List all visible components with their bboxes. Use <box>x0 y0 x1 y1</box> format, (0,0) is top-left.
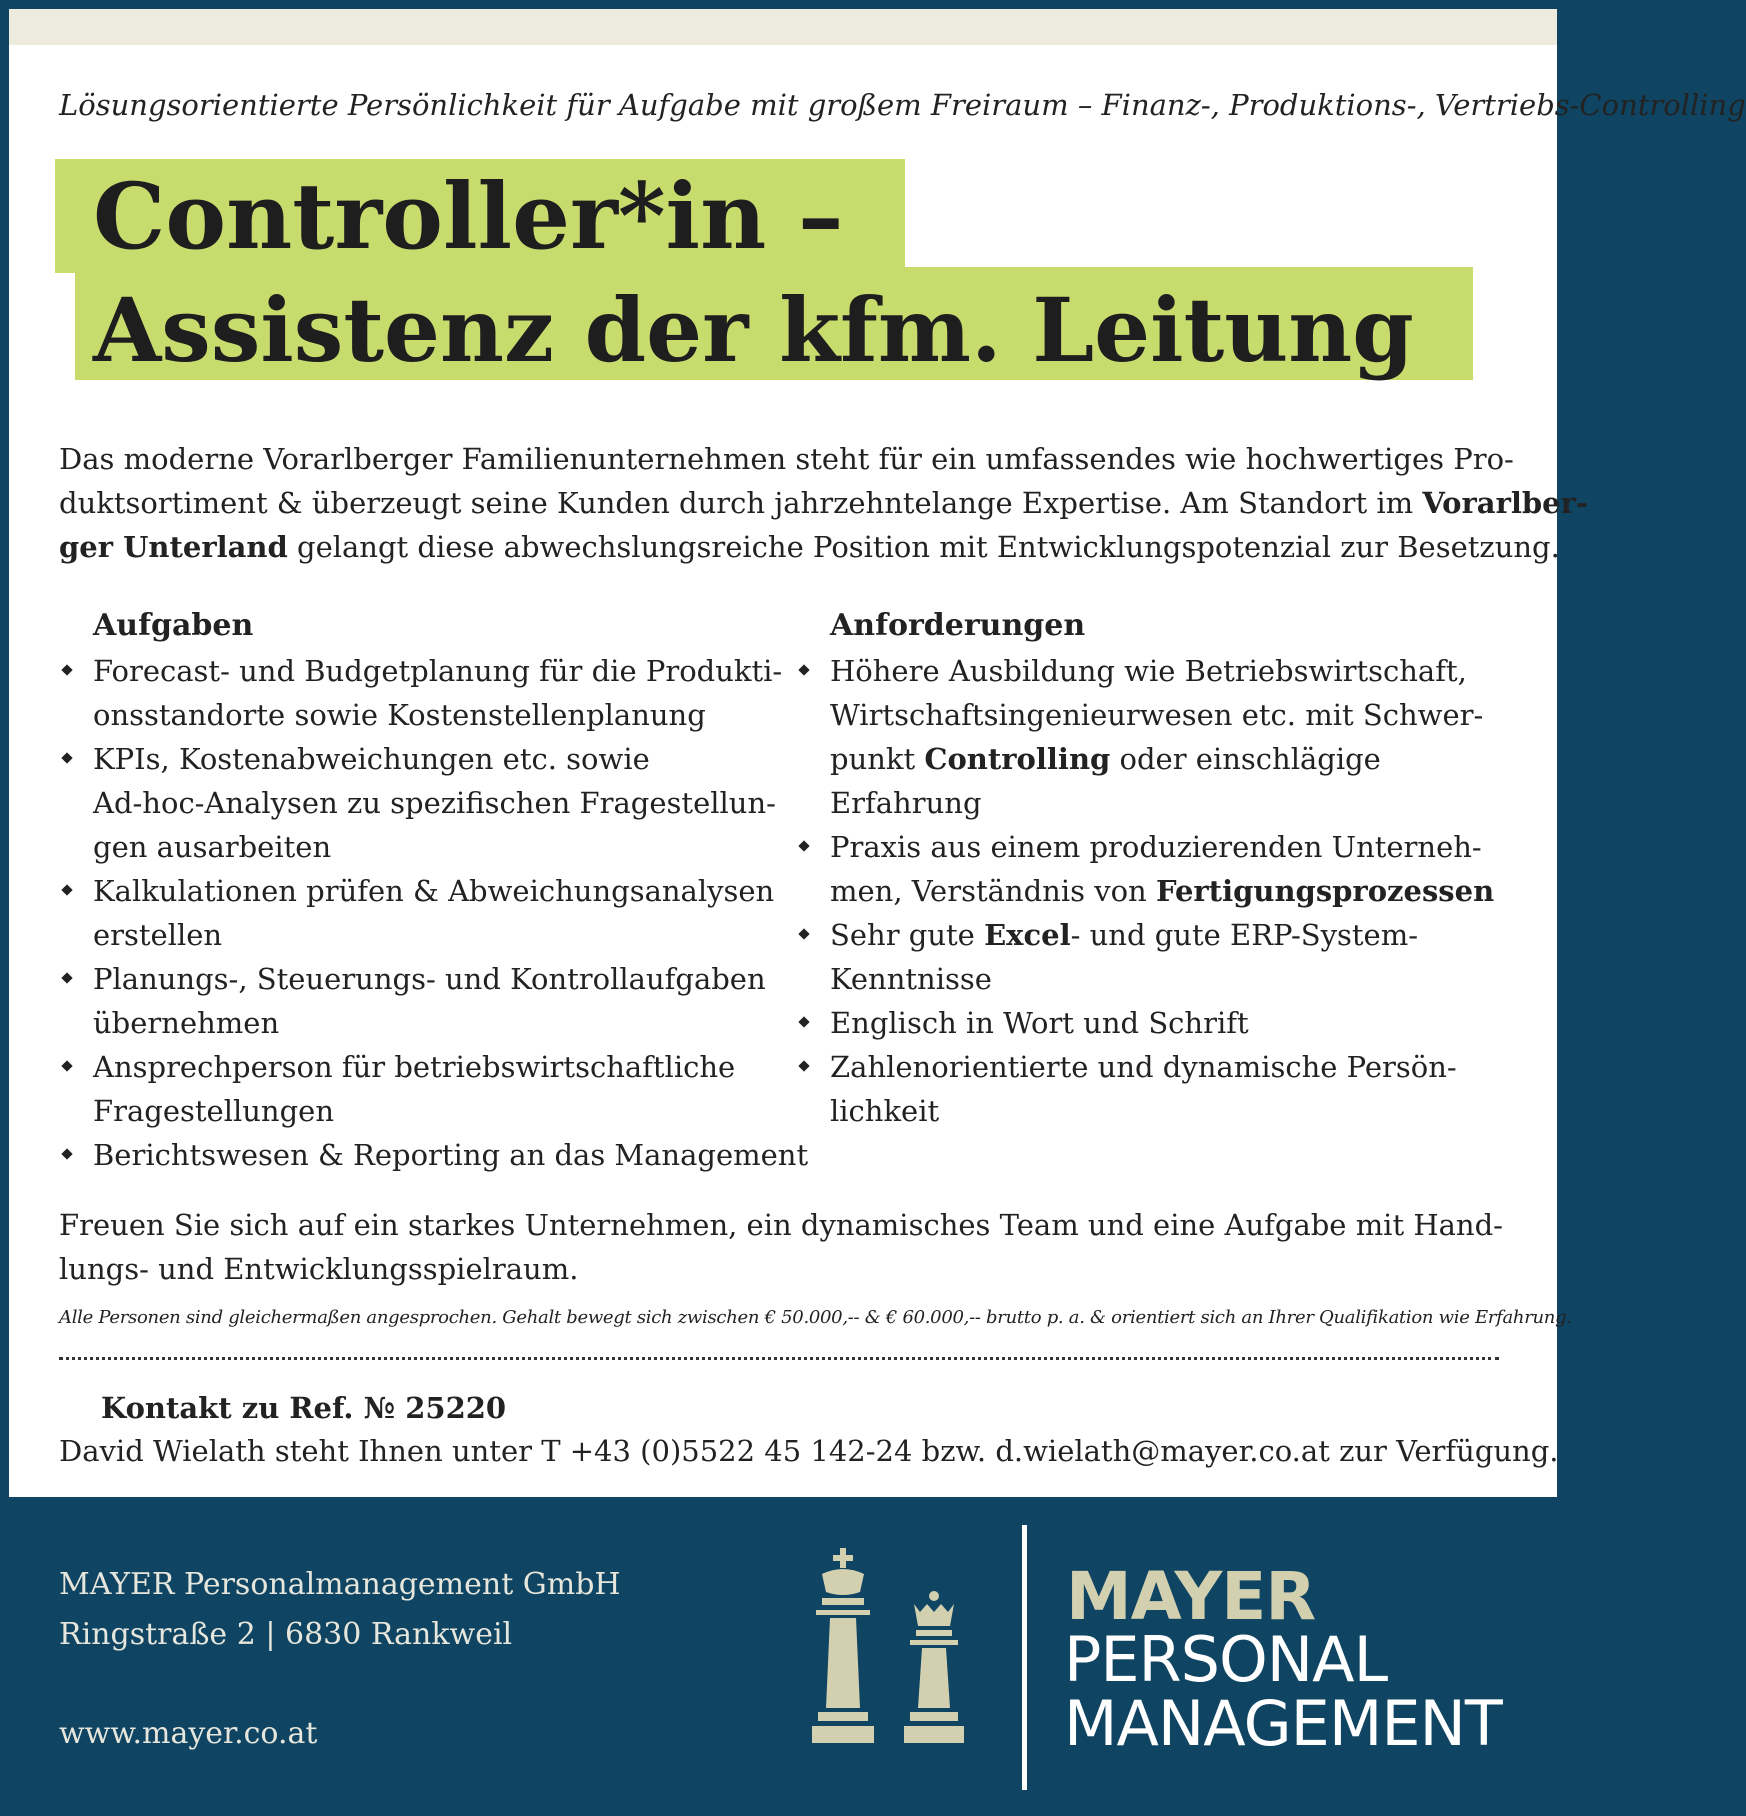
intro-location-bold: Vorarlber- <box>1422 486 1588 520</box>
list-item <box>796 913 1536 1001</box>
diamond-bullet-icon <box>61 1060 72 1071</box>
diamond-bullet-icon <box>798 664 809 675</box>
logo-tagline-line: PERSONAL <box>1064 1623 1388 1696</box>
diamond-bullet-icon <box>798 840 809 851</box>
list-item-text: erstellen <box>93 918 223 952</box>
logo-brand: MAYER <box>1066 1558 1316 1635</box>
intro-line <box>59 525 1560 569</box>
list-item-text: Erfahrung <box>830 786 982 820</box>
list-item <box>796 649 1536 825</box>
requirements-list <box>796 649 1536 1133</box>
list-item <box>796 1001 1536 1045</box>
dotted-divider <box>59 1357 1499 1360</box>
list-item-text: Zahlenorientierte und dynamische Persön- <box>830 1050 1457 1084</box>
list-item-text: Ad-hoc-Analysen zu spezifischen Fragestellun- <box>93 786 776 820</box>
chess-king-queen-icon <box>800 1548 980 1748</box>
list-item-text: Kenntnisse <box>830 962 992 996</box>
diamond-bullet-icon <box>798 928 809 939</box>
intro-text: gelangt diese abwechslungsreiche Position mit Entwicklungspotenzial zur Besetzung. <box>287 530 1560 564</box>
text-span: - und gute ERP-System- <box>1070 918 1418 952</box>
intro-text: Das moderne Vorarlberger Familienunternehmen steht für ein umfassendes wie hochwertiges Pro- <box>59 442 1514 476</box>
footer-website-link[interactable]: www.mayer.co.at <box>59 1716 318 1751</box>
list-item-text: Wirtschaftsingenieurwesen etc. mit Schwer- <box>830 698 1484 732</box>
text-span: men, Verständnis von <box>830 874 1156 908</box>
diamond-bullet-icon <box>61 752 72 763</box>
intro-text: duktsortiment & überzeugt seine Kunden durch jahrzehntelange Expertise. Am Standort im <box>59 486 1423 520</box>
requirements-heading: Anforderungen <box>830 608 1086 643</box>
footer-company: MAYER Personalmanagement GmbH <box>59 1567 621 1602</box>
diamond-bullet-icon <box>61 972 72 983</box>
list-item <box>59 649 789 737</box>
intro-paragraph <box>59 437 1588 569</box>
list-item-text: Ansprechperson für betriebswirtschaftliche <box>93 1050 736 1084</box>
list-item <box>59 1045 789 1133</box>
list-item-text: Praxis aus einem produzierenden Unterneh- <box>830 830 1482 864</box>
footer-address: Ringstraße 2 | 6830 Rankweil <box>59 1617 513 1652</box>
list-item-text: Kalkulationen prüfen & Abweichungsanalysen <box>93 874 775 908</box>
job-title-line-2: Assistenz der kfm. Leitung <box>93 278 1414 382</box>
list-item <box>59 737 789 869</box>
list-item-text <box>830 869 1536 913</box>
list-item-text: KPIs, Kostenabweichungen etc. sowie <box>93 742 650 776</box>
logo-separator <box>1022 1525 1027 1790</box>
requirements-column <box>796 603 1536 1133</box>
job-title-line-1: Controller*in – <box>93 164 844 270</box>
list-item-text: Planungs-, Steuerungs- und Kontrollaufgaben <box>93 962 766 996</box>
diamond-bullet-icon <box>798 1060 809 1071</box>
list-item <box>796 825 1536 913</box>
list-item-text <box>830 737 1536 781</box>
list-item-text: Höhere Ausbildung wie Betriebswirtschaft, <box>830 654 1467 688</box>
list-item <box>59 869 789 957</box>
diamond-bullet-icon <box>61 664 72 675</box>
keyword-bold: Fertigungsprozessen <box>1155 874 1495 908</box>
list-item-text: Berichtswesen & Reporting an das Management <box>93 1138 809 1172</box>
logo-tagline <box>1064 1623 1502 1760</box>
tasks-column <box>59 603 809 1177</box>
diamond-bullet-icon <box>61 1148 72 1159</box>
ad-subtitle: Lösungsorientierte Persönlichkeit für Aufgabe mit großem Freiraum – Finanz-, Produktions-, Vertriebs-Controlling <box>59 88 1746 122</box>
list-item-text: lichkeit <box>830 1094 940 1128</box>
text-span: Sehr gute <box>830 918 985 952</box>
tasks-heading: Aufgaben <box>93 608 254 643</box>
top-band <box>9 9 1557 45</box>
list-item <box>59 957 789 1045</box>
closing-line: Freuen Sie sich auf ein starkes Unternehmen, ein dynamisches Team und eine Aufgabe mit Hand- <box>59 1208 1503 1242</box>
list-item-text: übernehmen <box>93 1006 280 1040</box>
list-item <box>59 1133 809 1177</box>
list-item-text: gen ausarbeiten <box>93 830 332 864</box>
list-item <box>796 1045 1536 1133</box>
intro-line <box>59 481 1588 525</box>
list-item-text: Englisch in Wort und Schrift <box>830 1006 1249 1040</box>
keyword-bold: Excel <box>984 918 1071 952</box>
tasks-list <box>59 649 809 1177</box>
text-span: oder einschlägige <box>1110 742 1381 776</box>
keyword-bold: Controlling <box>924 742 1111 776</box>
logo-tagline-line: MANAGEMENT <box>1064 1687 1502 1760</box>
closing-line: lungs- und Entwicklungsspielraum. <box>59 1252 579 1286</box>
diamond-bullet-icon <box>798 1016 809 1027</box>
list-item-text: Forecast- und Budgetplanung für die Produkti- <box>93 654 783 688</box>
closing-paragraph <box>59 1203 1503 1291</box>
text-span: punkt <box>830 742 925 776</box>
contact-title: Kontakt zu Ref. № 25220 <box>101 1391 507 1425</box>
diamond-bullet-icon <box>61 884 72 895</box>
contact-text: David Wielath steht Ihnen unter T +43 (0)5522 45 142-24 bzw. d.wielath@mayer.co.at zur Verfügung. <box>59 1434 1559 1468</box>
intro-line <box>59 437 1529 481</box>
list-item-text <box>830 913 1536 957</box>
fine-print: Alle Personen sind gleichermaßen angesprochen. Gehalt bewegt sich zwischen € 50.000,-- & € 60.000,-- brutto p. a. & orientiert sich an Ihrer Qualifikation wie Erfahrung. <box>59 1307 1572 1328</box>
intro-location-bold: ger Unterland <box>59 530 288 564</box>
footer-address-block <box>59 1560 621 1660</box>
list-item-text: Fragestellungen <box>93 1094 335 1128</box>
list-item-text: onsstandorte sowie Kostenstellenplanung <box>93 698 706 732</box>
